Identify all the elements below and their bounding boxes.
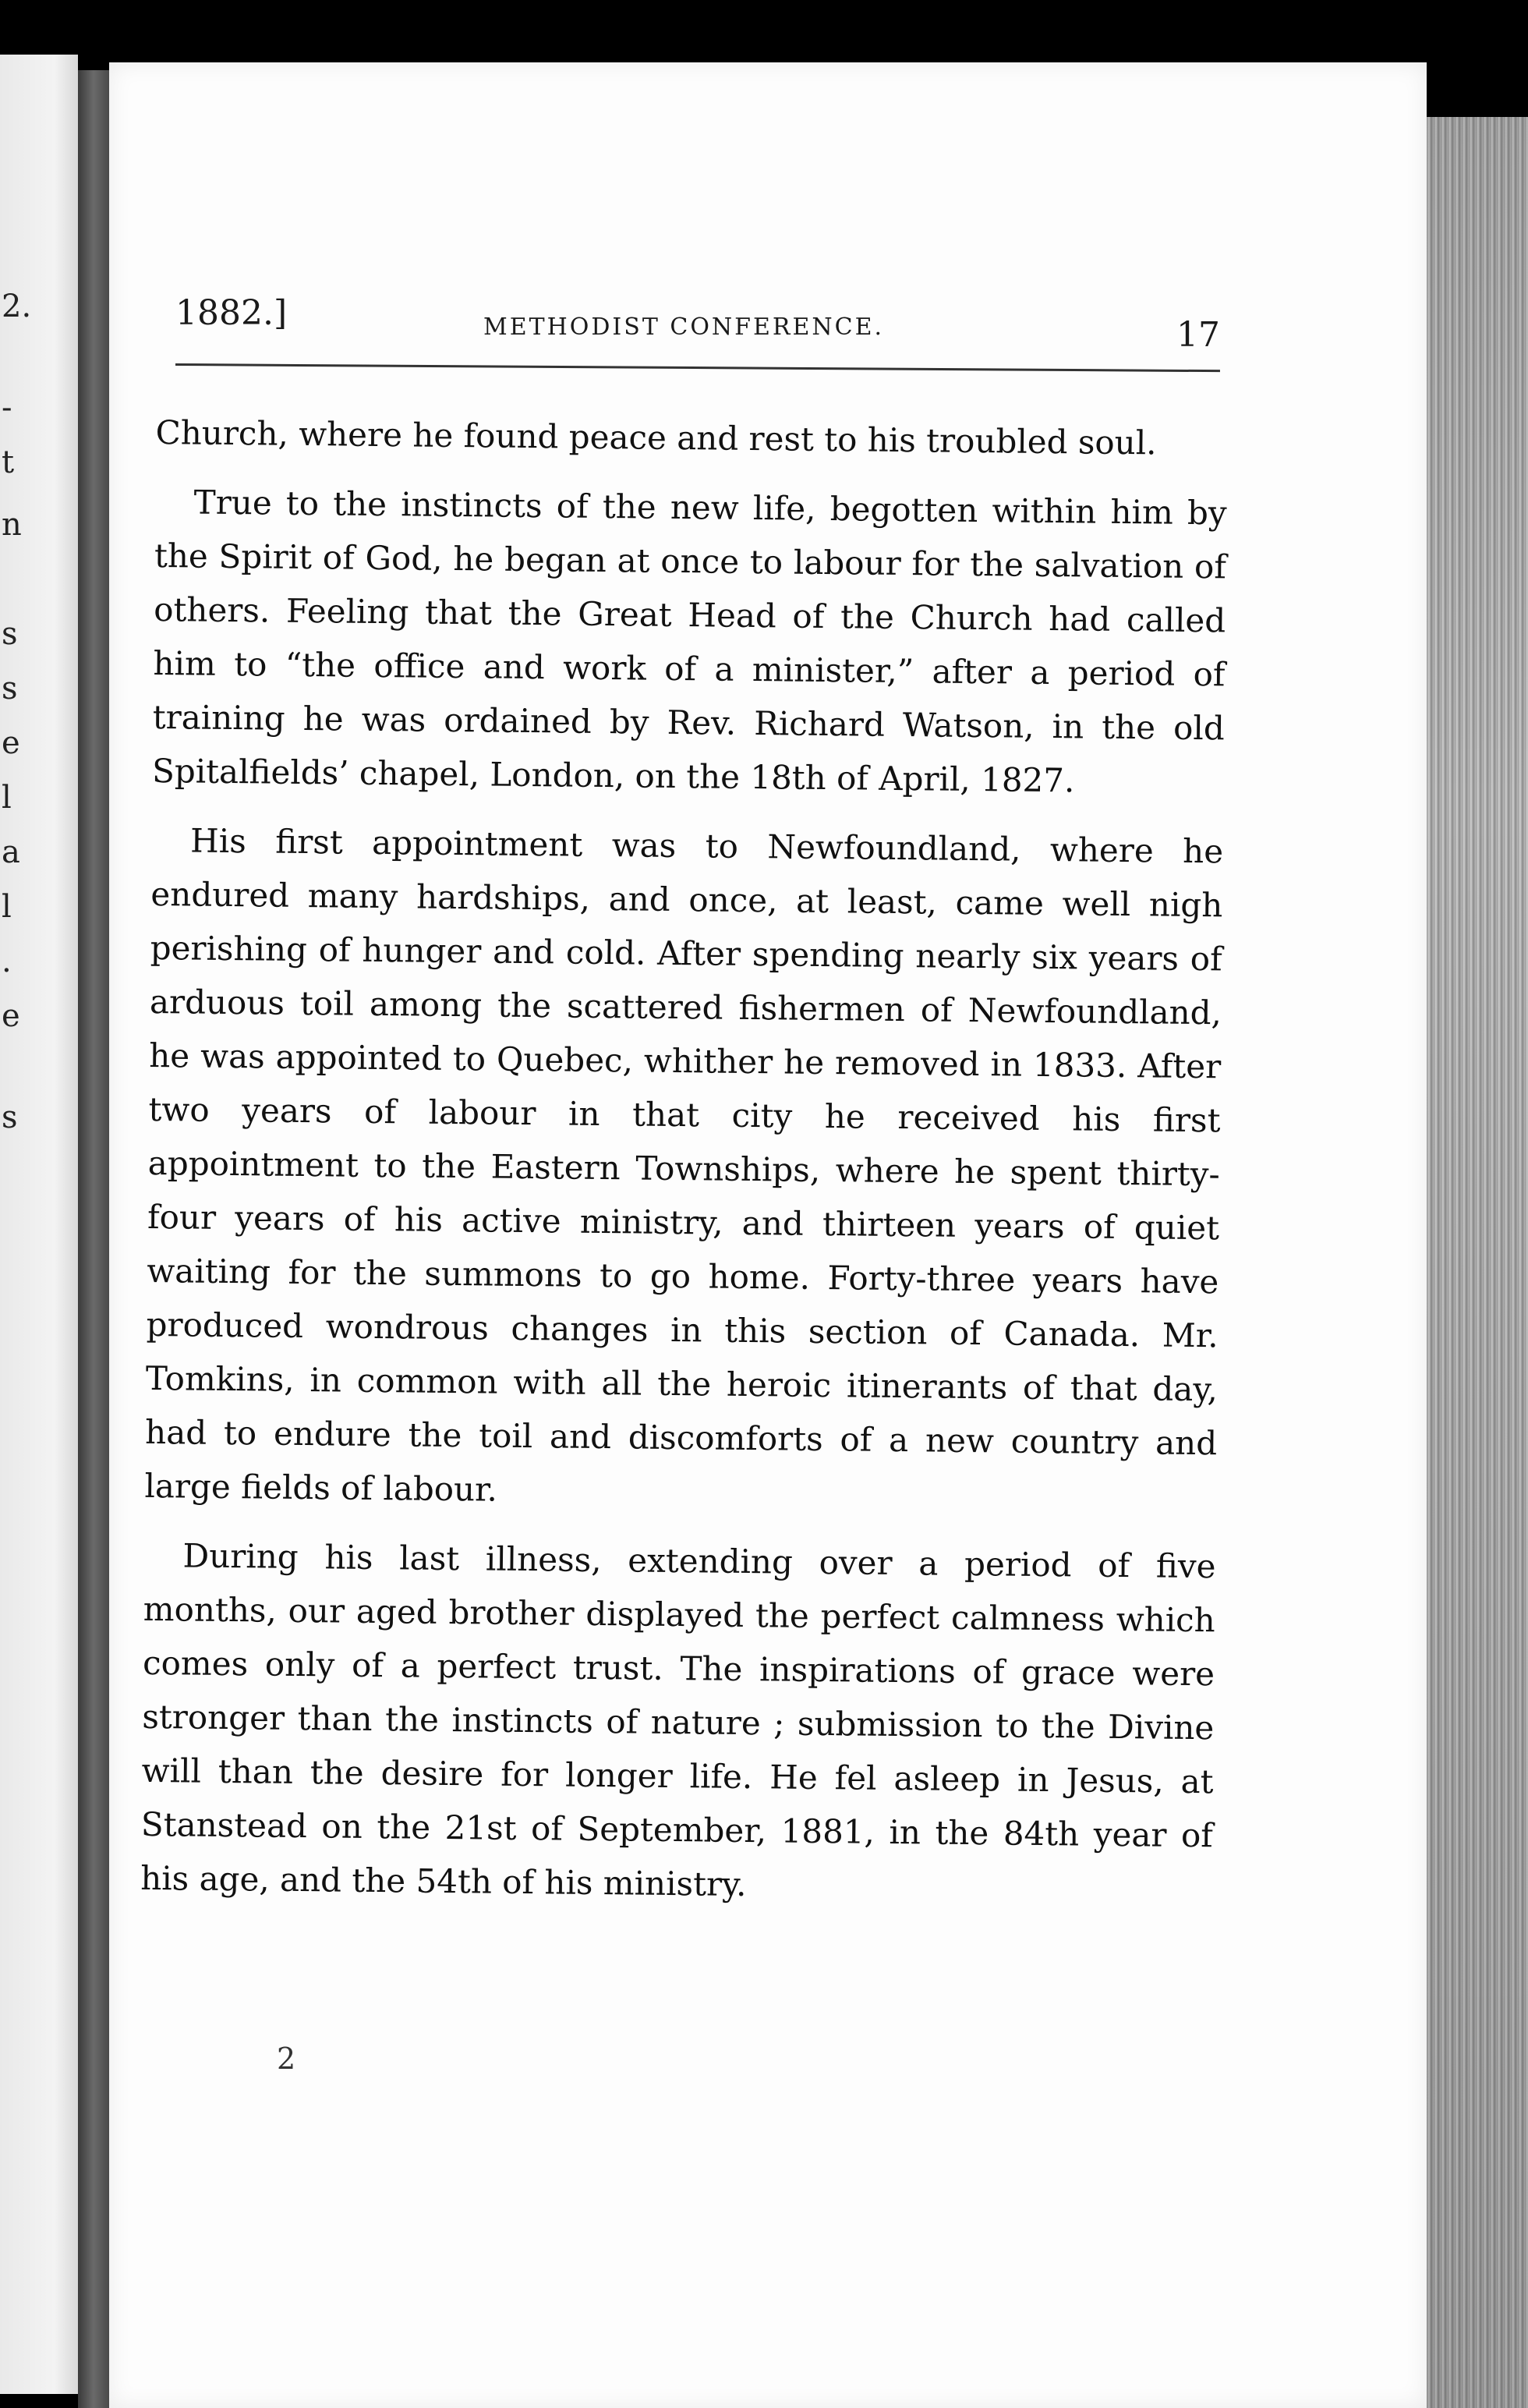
margin-fragment: a	[2, 834, 20, 870]
running-head-year: 1882.]	[175, 293, 288, 333]
margin-fragment: l	[2, 780, 12, 816]
fore-edge-shadow	[1427, 117, 1528, 2408]
book-gutter	[78, 70, 109, 2408]
running-head-title: METHODIST CONFERENCE.	[483, 313, 885, 341]
margin-fragment: s	[2, 1100, 18, 1135]
margin-fragment: l	[2, 889, 12, 925]
margin-fragment: e	[2, 725, 20, 761]
margin-fragment: s	[2, 671, 18, 706]
paragraph: His first appointment was to Newfoundland, where he endured many hardships, and once, at least, came well nigh perishing of hunger and cold. After spending nearly six years of arduous toil among the scattered fishermen of Newfoundland, he was appointed to Quebec, whither he removed in 1833. After two years of labour in that city he received his first appointment to the Eastern Townships, where he spent thirty-four years of his active ministry, and thirteen years of quiet waiting for the summons to go home. Forty-three years have produced wondrous changes in this section of Canada. Mr. Tomkins, in common with all the heroic itinerants of that day, had to endure the toil and discomforts of a new country and large fields of labour.	[144, 821, 1224, 1509]
paragraph: Church, where he found peace and rest to his troubled soul.	[155, 413, 1157, 462]
margin-fragment: 2.	[2, 289, 32, 324]
body-text	[140, 405, 1228, 1932]
paragraph: During his last illness, extending over a period of five months, our aged brother displayed the perfect calmness which comes only of a perfect trust. The inspirations of grace were stronger than the instincts of nature ; submission to the Divine will than the desire for longer life. He fel asleep in Jesus, at Stanstead on the 21st of September, 1881, in the 84th year of his age, and the 54th of his ministry.	[140, 1536, 1216, 1904]
left-page-edge	[0, 55, 78, 2394]
margin-fragment: .	[2, 944, 12, 979]
page-number: 17	[1176, 315, 1220, 355]
margin-fragment: n	[2, 507, 22, 543]
running-head	[175, 289, 1220, 359]
margin-fragment: e	[2, 998, 20, 1034]
signature-mark: 2	[277, 2041, 296, 2076]
margin-fragment: -	[2, 390, 12, 426]
paragraph: True to the instincts of the new life, begotten within him by the Spirit of God, he began at once to labour for the salvation of others. Feeling that the Great Head of the Church had called him to “the office and work of a minister,” after a period of training he was ordained by Rev. Richard Watson, in the old Spitalfields’ chapel, London, on the 18th of April, 1827.	[151, 483, 1227, 800]
margin-fragment: t	[2, 444, 15, 480]
margin-fragment: s	[2, 616, 18, 652]
